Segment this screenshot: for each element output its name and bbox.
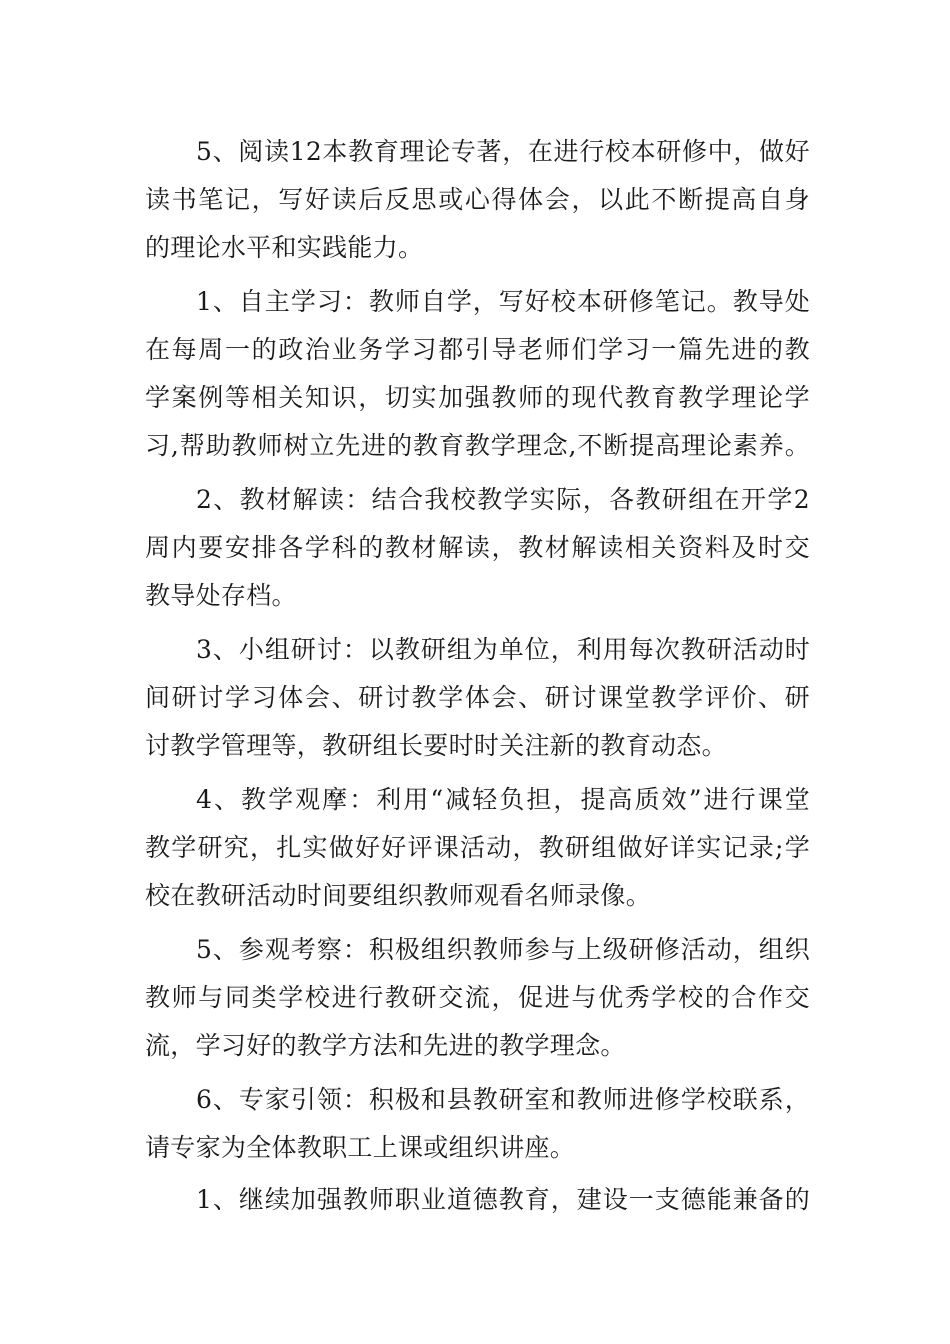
paragraph-line: 1、自主学习：教师自学，写好校本研修笔记。教导处 [196,287,810,316]
paragraph-line: 流，学习好的教学方法和先进的教学理念。 [145,1031,626,1060]
paragraph-line: 在每周一的政治业务学习都引导老师们学习一篇先进的教 [145,335,810,364]
paragraph-line: 请专家为全体教职工上课或组织讲座。 [145,1133,576,1162]
paragraph-line: 1、继续加强教师职业道德教育，建设一支德能兼备的 [196,1185,810,1214]
paragraph-line: 学案例等相关知识，切实加强教师的现代教育教学理论学 [145,383,810,412]
paragraph-line: 讨教学管理等，教研组长要时时关注新的教育动态。 [145,731,727,760]
paragraph-line: 周内要安排各学科的教材解读，教材解读相关资料及时交 [145,533,810,562]
paragraph-line: 6、专家引领：积极和县教研室和教师进修学校联系， [196,1085,810,1114]
paragraph-line: 教学研究，扎实做好好评课活动，教研组做好详实记录;学 [145,833,810,862]
paragraph-line: 的理论水平和实践能力。 [145,233,424,262]
paragraph-line: 间研讨学习体会、研讨教学体会、研讨课堂教学评价、研 [145,683,810,712]
paragraph-line: 教师与同类学校进行教研交流，促进与优秀学校的合作交 [145,983,810,1012]
paragraph-line: 3、小组研讨：以教研组为单位，利用每次教研活动时 [196,635,810,664]
paragraph-line: 5、参观考察：积极组织教师参与上级研修活动，组织 [196,935,810,964]
paragraph-line: 4、教学观摩：利用“减轻负担，提高质效”进行课堂 [196,785,810,814]
paragraph-line: 习,帮助教师树立先进的教育教学理念,不断提高理论素养。 [145,431,810,460]
paragraph-line: 读书笔记，写好读后反思或心得体会，以此不断提高自身 [145,185,810,214]
paragraph-line: 校在教研活动时间要组织教师观看名师录像。 [145,881,652,910]
paragraph-line: 教导处存档。 [145,581,297,610]
paragraph-line: 2、教材解读：结合我校教学实际，各教研组在开学2 [196,485,810,514]
paragraph-line: 5、阅读12本教育理论专著，在进行校本研修中，做好 [196,137,810,166]
